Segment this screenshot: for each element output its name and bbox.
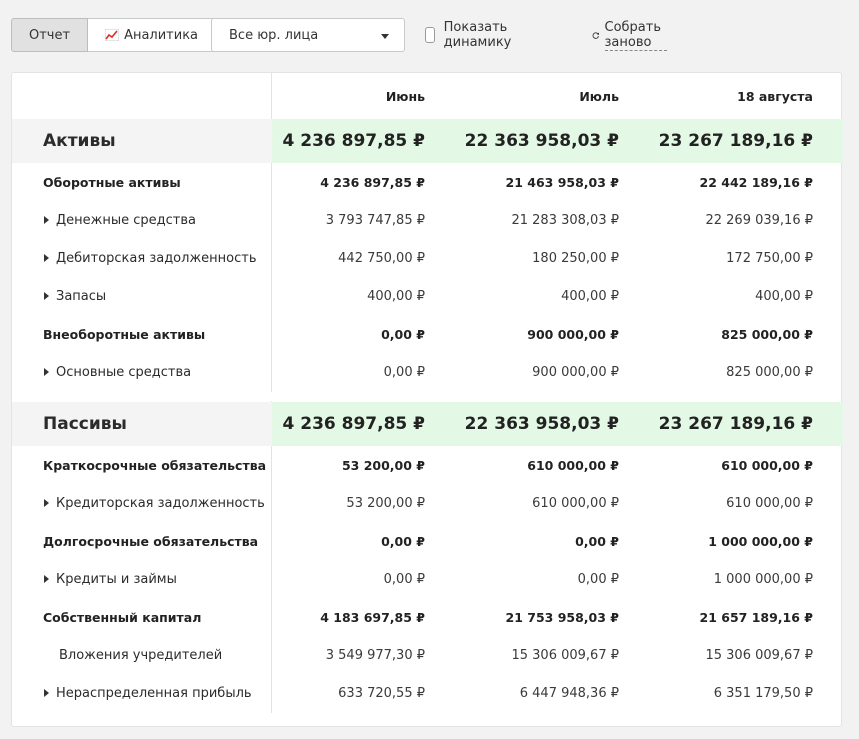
row-label: Нераспределенная прибыль: [56, 685, 252, 701]
expand-arrow-icon[interactable]: [44, 499, 49, 507]
cell-value: 400,00 ₽: [561, 288, 619, 304]
rebuild-link[interactable]: [592, 18, 667, 52]
expand-arrow-icon[interactable]: [44, 216, 49, 224]
row-label: Вложения учредителей: [59, 647, 223, 663]
group-row: [12, 522, 843, 560]
cell-value: 180 250,00 ₽: [532, 250, 619, 266]
cell-value: 53 200,00 ₽: [341, 457, 425, 473]
cell-value: 53 200,00 ₽: [346, 495, 425, 511]
row-label: Денежные средства: [56, 212, 196, 228]
section-total: 23 267 189,16 ₽: [658, 414, 813, 434]
expand-arrow-icon[interactable]: [44, 368, 49, 376]
expandable-row[interactable]: [12, 674, 843, 712]
group-label: Внеоборотные активы: [43, 326, 206, 342]
cell-value: 442 750,00 ₽: [338, 250, 425, 266]
row-label: Кредиторская задолженность: [56, 495, 265, 511]
cell-value: 21 753 958,03 ₽: [505, 609, 619, 625]
group-row: [12, 315, 843, 353]
cell-value: 172 750,00 ₽: [726, 250, 813, 266]
row-label: Кредиты и займы: [56, 571, 177, 587]
cell-value: 900 000,00 ₽: [527, 326, 619, 342]
show-dynamics-toggle[interactable]: [425, 18, 518, 52]
cell-value: 3 549 977,30 ₽: [325, 647, 425, 663]
row-label: Запасы: [56, 288, 107, 304]
expand-arrow-icon[interactable]: [44, 689, 49, 697]
cell-value: 15 306 009,67 ₽: [511, 647, 619, 663]
chart-icon: [105, 29, 119, 41]
expandable-row[interactable]: [12, 560, 843, 598]
section-row-assets: [12, 119, 843, 163]
cell-value: 400,00 ₽: [367, 288, 425, 304]
group-row: [12, 446, 843, 484]
cell-value: 22 269 039,16 ₽: [705, 212, 813, 228]
section-total: 22 363 958,03 ₽: [464, 131, 619, 151]
expand-arrow-icon[interactable]: [44, 575, 49, 583]
caret-down-icon: [381, 34, 389, 39]
cell-value: 0,00 ₽: [381, 533, 425, 549]
section-total: 22 363 958,03 ₽: [464, 414, 619, 434]
cell-value: 0,00 ₽: [577, 571, 619, 587]
cell-value: 22 442 189,16 ₽: [699, 174, 813, 190]
section-total: 23 267 189,16 ₽: [658, 131, 813, 151]
cell-value: 633 720,55 ₽: [338, 685, 425, 701]
group-row: [12, 163, 843, 201]
cell-value: 610 000,00 ₽: [721, 457, 813, 473]
expandable-row[interactable]: [12, 239, 843, 277]
column-header-june: Июнь: [385, 88, 425, 104]
cell-value: 6 447 948,36 ₽: [519, 685, 619, 701]
expandable-row[interactable]: [12, 353, 843, 391]
entity-select[interactable]: [211, 18, 405, 52]
column-header-july: Июль: [579, 88, 619, 104]
group-label: Собственный капитал: [43, 609, 202, 625]
section-total: 4 236 897,85 ₽: [282, 414, 425, 434]
cell-value: 0,00 ₽: [383, 571, 425, 587]
report-tab-label: Отчет: [29, 27, 71, 43]
table-row: [12, 636, 843, 674]
table-header: [12, 73, 843, 119]
show-dynamics-label: Показать динамику: [443, 20, 512, 50]
rebuild-label: Собрать заново: [605, 20, 667, 51]
refresh-icon: [592, 29, 600, 42]
section-total: 4 236 897,85 ₽: [282, 131, 425, 151]
cell-value: 21 657 189,16 ₽: [699, 609, 813, 625]
cell-value: 900 000,00 ₽: [532, 364, 619, 380]
cell-value: 6 351 179,50 ₽: [713, 685, 813, 701]
group-label: Оборотные активы: [43, 174, 181, 190]
expandable-row[interactable]: [12, 484, 843, 522]
cell-value: 15 306 009,67 ₽: [705, 647, 813, 663]
analytics-tab-button[interactable]: [88, 18, 216, 52]
view-switcher: [11, 18, 216, 52]
balance-table: [11, 72, 842, 727]
cell-value: 610 000,00 ₽: [527, 457, 619, 473]
cell-value: 825 000,00 ₽: [721, 326, 813, 342]
cell-value: 21 463 958,03 ₽: [505, 174, 619, 190]
cell-value: 610 000,00 ₽: [532, 495, 619, 511]
group-row: [12, 598, 843, 636]
section-title: Пассивы: [43, 414, 127, 434]
cell-value: 0,00 ₽: [383, 364, 425, 380]
cell-value: 1 000 000,00 ₽: [713, 571, 813, 587]
group-label: Краткосрочные обязательства: [43, 457, 267, 473]
analytics-tab-label: Аналитика: [124, 27, 199, 43]
row-label: Основные средства: [56, 364, 192, 380]
cell-value: 1 000 000,00 ₽: [708, 533, 813, 549]
cell-value: 0,00 ₽: [575, 533, 619, 549]
entity-select-value: Все юр. лица: [229, 27, 319, 43]
section-title: Активы: [43, 131, 116, 151]
cell-value: 21 283 308,03 ₽: [511, 212, 619, 228]
expand-arrow-icon[interactable]: [44, 292, 49, 300]
section-row-liabilities: [12, 402, 843, 446]
cell-value: 4 236 897,85 ₽: [320, 174, 425, 190]
cell-value: 0,00 ₽: [381, 326, 425, 342]
expandable-row[interactable]: [12, 277, 843, 315]
expand-arrow-icon[interactable]: [44, 254, 49, 262]
show-dynamics-checkbox[interactable]: [425, 27, 435, 43]
cell-value: 610 000,00 ₽: [726, 495, 813, 511]
group-label: Долгосрочные обязательства: [43, 533, 259, 549]
cell-value: 825 000,00 ₽: [726, 364, 813, 380]
cell-value: 400,00 ₽: [755, 288, 813, 304]
cell-value: 3 793 747,85 ₽: [325, 212, 425, 228]
cell-value: 4 183 697,85 ₽: [320, 609, 425, 625]
expandable-row[interactable]: [12, 201, 843, 239]
row-label: Дебиторская задолженность: [56, 250, 257, 266]
toolbar: [11, 18, 662, 52]
column-header-august: 18 августа: [737, 88, 813, 104]
report-tab-button[interactable]: [11, 18, 88, 52]
